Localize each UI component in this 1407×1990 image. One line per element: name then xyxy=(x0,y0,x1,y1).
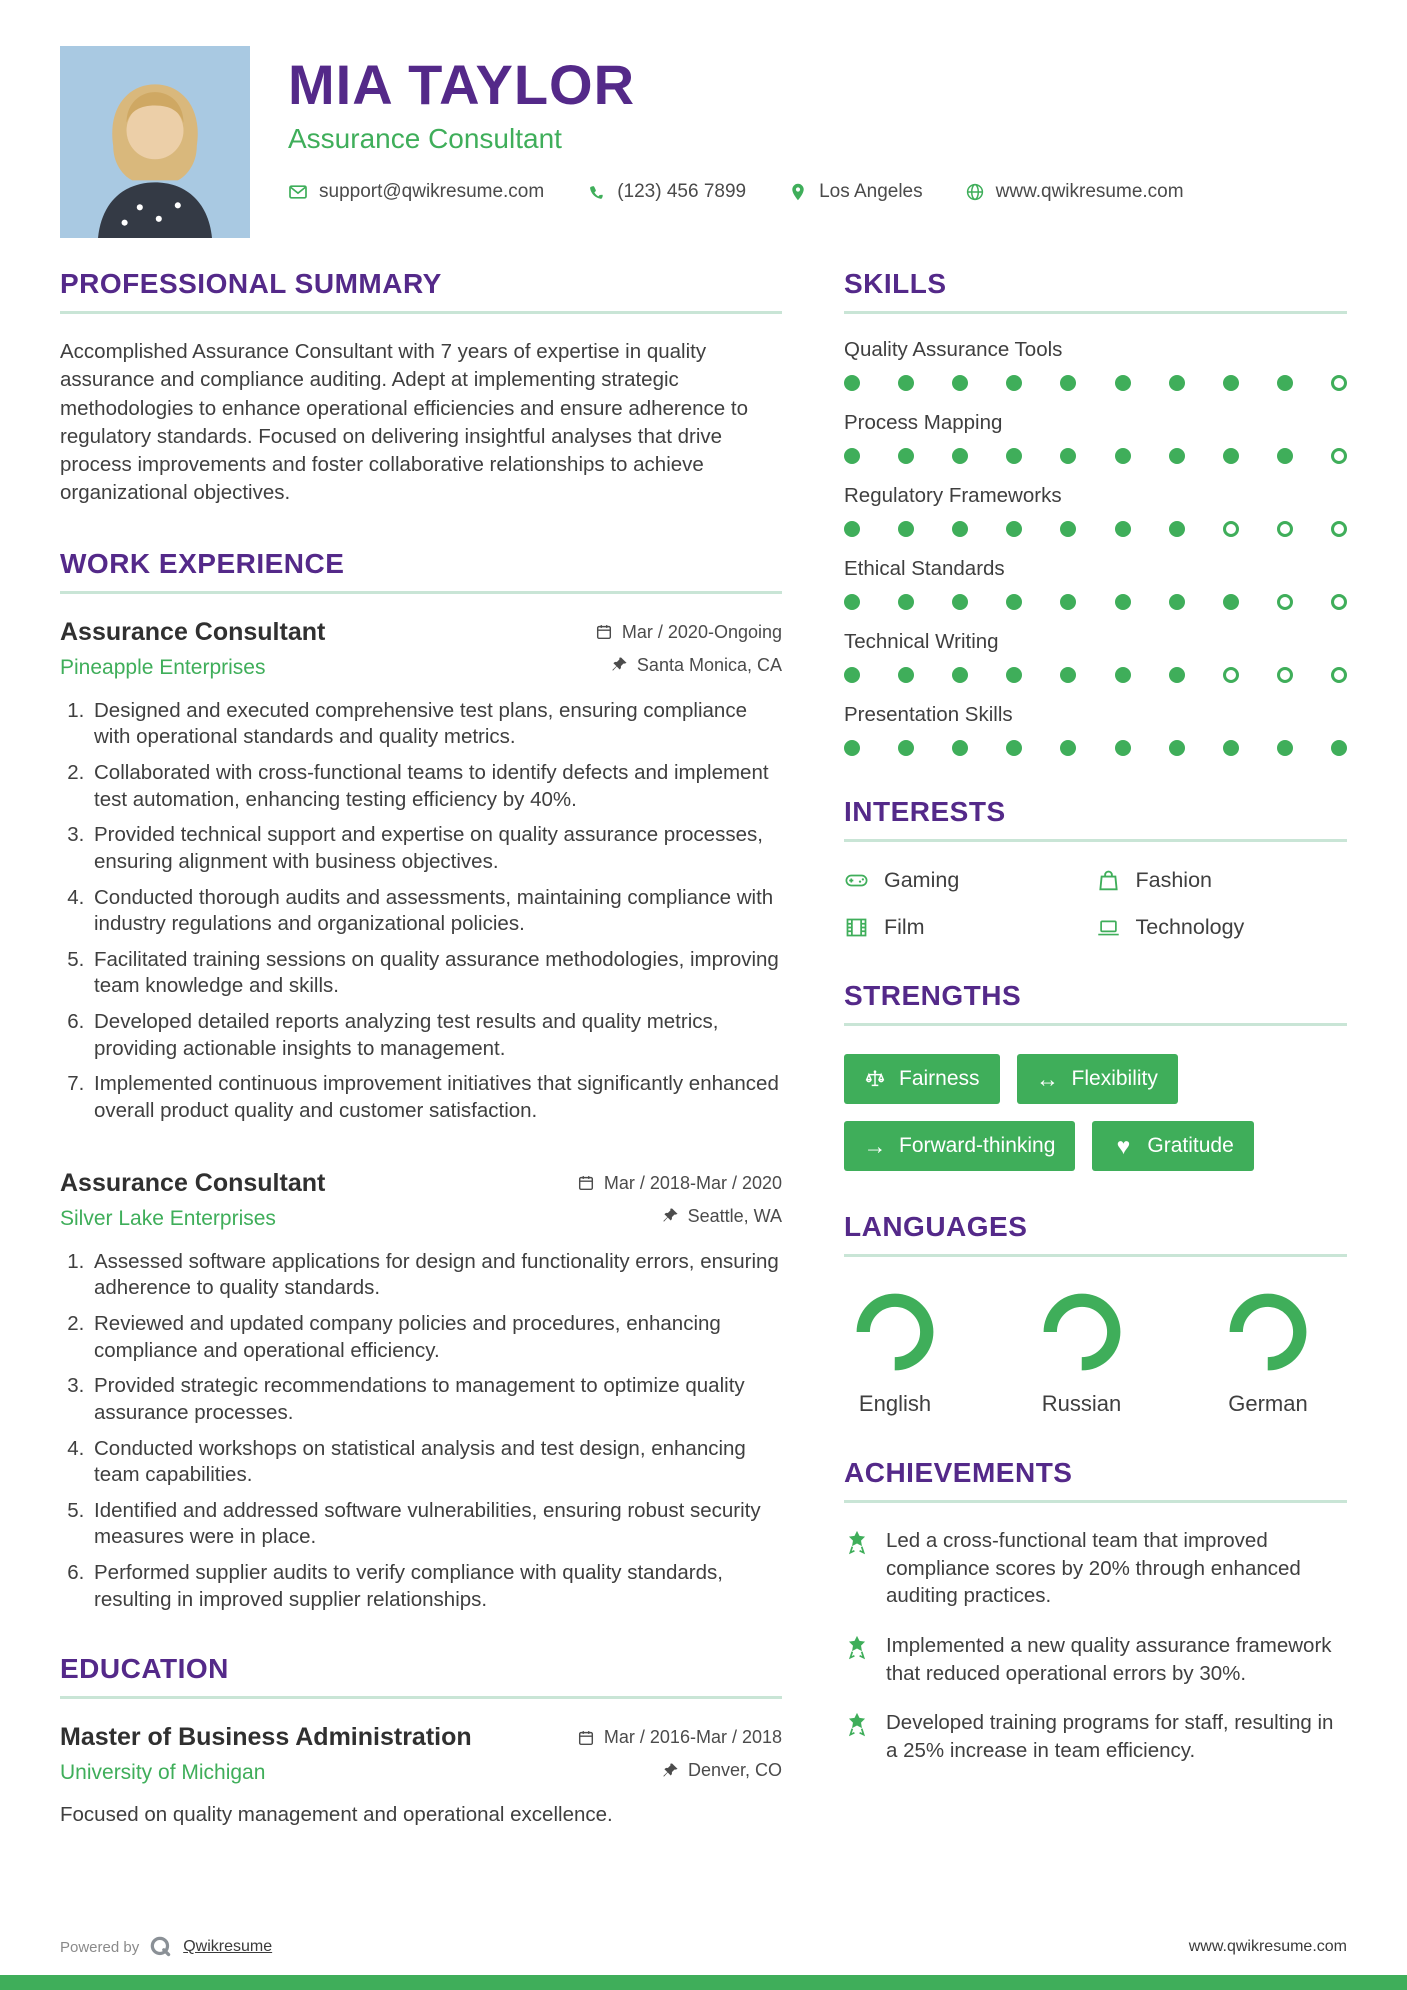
skill-rating xyxy=(844,740,1347,756)
rating-dot-filled xyxy=(844,521,860,537)
rating-dot-filled xyxy=(1169,667,1185,683)
rating-dot-filled xyxy=(952,594,968,610)
job-location-line xyxy=(595,655,782,676)
job-bullet: 5. Facilitated training sessions on quality assurance methodologies, improving team knowledge and skills. xyxy=(90,947,782,1000)
rating-dot-filled xyxy=(898,667,914,683)
rating-dot-filled xyxy=(898,375,914,391)
arrow-right-icon: → xyxy=(863,1132,887,1159)
job-bullet: 4. Conducted workshops on statistical analysis and test design, enhancing team capabilities. xyxy=(90,1436,782,1489)
jobs-list xyxy=(60,618,782,1614)
rating-dot-filled xyxy=(1060,521,1076,537)
phone-icon xyxy=(586,182,606,202)
skill-rating xyxy=(844,521,1347,537)
achievement-item xyxy=(844,1527,1347,1610)
rating-dot-filled xyxy=(1115,448,1131,464)
rating-dot-filled xyxy=(1006,375,1022,391)
job-company: Silver Lake Enterprises xyxy=(60,1206,276,1230)
interest-item xyxy=(844,868,1096,893)
achievement-item xyxy=(844,1632,1347,1687)
job-bullet: 1. Assessed software applications for design and functionality errors, ensuring adherence to quality standards. xyxy=(90,1249,782,1302)
skill-item xyxy=(844,703,1347,756)
strength-badge xyxy=(1092,1121,1253,1171)
rating-dot-filled xyxy=(952,667,968,683)
education-date-line xyxy=(577,1727,782,1748)
rating-dot-filled xyxy=(1115,375,1131,391)
achievement-text: Developed training programs for staff, resulting in a 25% increase in team efficiency. xyxy=(886,1711,1334,1763)
job-location: Santa Monica, CA xyxy=(636,654,782,675)
education-heading: EDUCATION xyxy=(60,1653,782,1699)
rating-dot-filled xyxy=(1115,740,1131,756)
rating-dot-filled xyxy=(898,594,914,610)
header xyxy=(60,46,1347,238)
skills-list xyxy=(844,338,1347,756)
skill-name: Ethical Standards xyxy=(844,557,1005,580)
strength-label: Gratitude xyxy=(1147,1134,1234,1157)
skill-name: Technical Writing xyxy=(844,630,999,653)
calendar-icon xyxy=(595,623,613,641)
job-entry-meta xyxy=(595,618,782,676)
job-date: Mar / 2018-Mar / 2020 xyxy=(603,1172,782,1193)
language-progress-ring xyxy=(1225,1289,1311,1375)
rating-dot-filled xyxy=(1223,740,1239,756)
achievement-text: Implemented a new quality assurance framework that reduced operational errors by 30%. xyxy=(886,1634,1332,1685)
pushpin-icon xyxy=(661,1207,679,1225)
language-label: German xyxy=(1228,1391,1308,1416)
qwikresume-link[interactable]: Qwikresume xyxy=(183,1938,273,1955)
contact-location-text: Los Angeles xyxy=(819,180,923,202)
job-entry-header xyxy=(60,1169,782,1231)
rating-dot-empty xyxy=(1331,375,1347,391)
interests-heading: INTERESTS xyxy=(844,796,1347,842)
pushpin-icon xyxy=(610,656,628,674)
skill-item xyxy=(844,630,1347,683)
rating-dot-empty xyxy=(1331,667,1347,683)
job-bullet: 2. Collaborated with cross-functional teams to identify defects and implement test automation, enhancing testing efficiency by 40%. xyxy=(90,760,782,813)
skill-rating xyxy=(844,594,1347,610)
content-columns xyxy=(60,268,1347,1827)
rating-dot-filled xyxy=(1006,521,1022,537)
calendar-icon xyxy=(577,1174,595,1192)
rating-dot-filled xyxy=(952,521,968,537)
section-achievements xyxy=(844,1457,1347,1765)
achievements-list xyxy=(844,1527,1347,1765)
left-column xyxy=(60,268,782,1827)
contact-website-text: www.qwikresume.com xyxy=(995,180,1184,202)
job-date-line xyxy=(577,1173,782,1194)
header-info xyxy=(288,46,1184,238)
skill-name: Process Mapping xyxy=(844,411,1003,434)
heart-icon: ♥ xyxy=(1116,1132,1131,1159)
calendar-icon xyxy=(577,1729,595,1747)
contact-row xyxy=(288,181,1184,203)
rating-dot-filled xyxy=(1060,375,1076,391)
rating-dot-filled xyxy=(1115,594,1131,610)
achievement-text: Led a cross-functional team that improved compliance scores by 20% through enhanced auditing practices. xyxy=(886,1529,1301,1608)
languages-heading: LANGUAGES xyxy=(844,1211,1347,1257)
contact-website[interactable] xyxy=(965,181,1184,203)
interest-label: Gaming xyxy=(884,868,960,892)
skill-item xyxy=(844,338,1347,391)
rating-dot-filled xyxy=(1169,521,1185,537)
rating-dot-empty xyxy=(1223,521,1239,537)
profile-photo-image xyxy=(60,46,250,238)
skill-name: Presentation Skills xyxy=(844,703,1013,726)
footer-website: www.qwikresume.com xyxy=(1188,1938,1347,1955)
rating-dot-empty xyxy=(1331,521,1347,537)
strength-badge xyxy=(1017,1054,1178,1104)
rating-dot-filled xyxy=(952,448,968,464)
job-bullets xyxy=(60,698,782,1125)
rating-dot-filled xyxy=(844,667,860,683)
rating-dot-filled xyxy=(1115,521,1131,537)
interests-list xyxy=(844,866,1347,940)
job-bullet: 4. Conducted thorough audits and assessments, maintaining compliance with industry regulations and organizational policies. xyxy=(90,885,782,938)
rating-dot-filled xyxy=(1169,375,1185,391)
language-progress-ring xyxy=(1039,1289,1125,1375)
job-date: Mar / 2020-Ongoing xyxy=(621,621,782,642)
section-interests xyxy=(844,796,1347,940)
rating-dot-filled xyxy=(1277,375,1293,391)
language-item xyxy=(852,1289,938,1417)
contact-phone[interactable] xyxy=(586,181,746,203)
job-entry xyxy=(60,1169,782,1614)
double-arrow-icon: ↔ xyxy=(1036,1065,1060,1092)
interest-label: Technology xyxy=(1135,915,1245,939)
footer xyxy=(0,1934,1407,1960)
rating-dot-filled xyxy=(1006,448,1022,464)
award-icon xyxy=(844,1529,870,1555)
education-degree: Master of Business Administration xyxy=(60,1723,472,1752)
strength-badge xyxy=(844,1054,1000,1104)
rating-dot-empty xyxy=(1331,448,1347,464)
education-entry-meta xyxy=(577,1723,782,1781)
rating-dot-filled xyxy=(1277,740,1293,756)
section-languages xyxy=(844,1211,1347,1417)
education-location: Denver, CO xyxy=(687,1760,782,1781)
shopping-bag-icon xyxy=(1096,868,1121,893)
interest-item xyxy=(1096,868,1348,893)
languages-list xyxy=(844,1281,1347,1417)
job-company: Pineapple Enterprises xyxy=(60,655,266,679)
award-icon xyxy=(844,1711,870,1737)
language-progress-ring xyxy=(852,1289,938,1375)
interest-label: Film xyxy=(884,915,925,939)
language-item xyxy=(1225,1289,1311,1417)
contact-phone-text: (123) 456 7899 xyxy=(617,180,747,202)
candidate-title: Assurance Consultant xyxy=(288,122,562,154)
job-bullet: 7. Implemented continuous improvement initiatives that significantly enhanced overall product quality and customer satisfaction. xyxy=(90,1071,782,1124)
rating-dot-filled xyxy=(898,521,914,537)
job-bullets xyxy=(60,1249,782,1614)
globe-icon xyxy=(965,182,985,202)
rating-dot-empty xyxy=(1277,594,1293,610)
rating-dot-filled xyxy=(1060,667,1076,683)
interest-item xyxy=(844,915,1096,940)
rating-dot-filled xyxy=(1277,448,1293,464)
film-icon xyxy=(844,915,869,940)
job-entry-left xyxy=(60,1169,325,1231)
strength-label: Fairness xyxy=(899,1067,980,1090)
achievement-item xyxy=(844,1709,1347,1764)
footer-accent-bar xyxy=(0,1975,1407,1990)
rating-dot-filled xyxy=(1115,667,1131,683)
job-entry-header xyxy=(60,618,782,680)
map-pin-icon xyxy=(788,182,808,202)
language-label: English xyxy=(858,1391,932,1416)
rating-dot-filled xyxy=(1169,448,1185,464)
scales-icon xyxy=(864,1068,886,1090)
right-column xyxy=(844,268,1347,1827)
skills-heading: SKILLS xyxy=(844,268,1347,314)
job-entry xyxy=(60,618,782,1125)
rating-dot-filled xyxy=(1006,740,1022,756)
contact-email[interactable] xyxy=(288,181,544,203)
rating-dot-filled xyxy=(898,740,914,756)
summary-heading: PROFESSIONAL SUMMARY xyxy=(60,268,782,314)
skill-name: Quality Assurance Tools xyxy=(844,338,1063,361)
skill-item xyxy=(844,484,1347,537)
job-bullet: 2. Reviewed and updated company policies and procedures, enhancing compliance and operational efficiency. xyxy=(90,1311,782,1364)
skill-name: Regulatory Frameworks xyxy=(844,484,1062,507)
job-date-line xyxy=(595,622,782,643)
rating-dot-filled xyxy=(1060,594,1076,610)
summary-text: Accomplished Assurance Consultant with 7 years of expertise in quality assurance and compliance auditing. Adept at implementing strategic methodologies to enhance operational efficiencies and ensure adherence to regulatory standards. Focused on delivering insightful analyses that drive process improvements and foster collaborative relationships to achieve organizational objectives. xyxy=(60,340,749,505)
achievements-heading: ACHIEVEMENTS xyxy=(844,1457,1347,1503)
skill-item xyxy=(844,411,1347,464)
rating-dot-filled xyxy=(1331,740,1347,756)
language-label: Russian xyxy=(1041,1391,1122,1416)
education-school: University of Michigan xyxy=(60,1761,266,1785)
interest-item xyxy=(1096,915,1348,940)
skill-item xyxy=(844,557,1347,610)
rating-dot-filled xyxy=(1006,594,1022,610)
qwikresume-logo xyxy=(148,1934,174,1960)
education-entry-left xyxy=(60,1723,472,1785)
pushpin-icon xyxy=(661,1762,679,1780)
powered-by-text: Powered by xyxy=(60,1938,140,1956)
skill-rating xyxy=(844,375,1347,391)
job-entry-left xyxy=(60,618,325,680)
job-entry-title: Assurance Consultant xyxy=(60,1168,326,1197)
contact-location xyxy=(788,181,923,203)
rating-dot-filled xyxy=(1223,448,1239,464)
envelope-icon xyxy=(288,182,308,202)
rating-dot-empty xyxy=(1223,667,1239,683)
rating-dot-empty xyxy=(1277,521,1293,537)
job-bullet: 5. Identified and addressed software vulnerabilities, ensuring robust security measures were in place. xyxy=(90,1498,782,1551)
section-work-experience xyxy=(60,548,782,1614)
section-professional-summary xyxy=(60,268,782,508)
rating-dot-filled xyxy=(1223,375,1239,391)
education-location-line xyxy=(577,1760,782,1781)
job-bullet: 6. Developed detailed reports analyzing test results and quality metrics, providing actionable insights to management. xyxy=(90,1009,782,1062)
language-item xyxy=(1039,1289,1125,1417)
rating-dot-filled xyxy=(1223,594,1239,610)
laptop-icon xyxy=(1096,915,1121,940)
section-education xyxy=(60,1653,782,1827)
rating-dot-filled xyxy=(1006,667,1022,683)
experience-heading: WORK EXPERIENCE xyxy=(60,548,782,594)
job-location-line xyxy=(577,1206,782,1227)
education-entry-header xyxy=(60,1723,782,1785)
award-icon xyxy=(844,1634,870,1660)
rating-dot-filled xyxy=(1060,448,1076,464)
strengths-heading: STRENGTHS xyxy=(844,980,1347,1026)
rating-dot-filled xyxy=(844,594,860,610)
job-location: Seattle, WA xyxy=(687,1205,782,1226)
rating-dot-filled xyxy=(844,375,860,391)
strength-label: Forward-thinking xyxy=(899,1134,1056,1157)
job-bullet: 6. Performed supplier audits to verify compliance with quality standards, resulting in improved supplier relationships. xyxy=(90,1560,782,1613)
education-description: Focused on quality management and operational excellence. xyxy=(60,1803,613,1827)
skill-rating xyxy=(844,667,1347,683)
rating-dot-filled xyxy=(898,448,914,464)
section-skills xyxy=(844,268,1347,756)
rating-dot-filled xyxy=(952,740,968,756)
job-bullet: 1. Designed and executed comprehensive test plans, ensuring compliance with operational standards and quality metrics. xyxy=(90,698,782,751)
interest-label: Fashion xyxy=(1135,868,1212,892)
job-bullet: 3. Provided strategic recommendations to management to optimize quality assurance processes. xyxy=(90,1373,782,1426)
skill-rating xyxy=(844,448,1347,464)
job-entry-title: Assurance Consultant xyxy=(60,617,326,646)
powered-by xyxy=(60,1934,272,1960)
gamepad-icon xyxy=(844,868,869,893)
strengths-list xyxy=(844,1050,1347,1171)
contact-email-text: support@qwikresume.com xyxy=(319,180,545,202)
rating-dot-filled xyxy=(844,448,860,464)
rating-dot-filled xyxy=(1060,740,1076,756)
job-bullet: 3. Provided technical support and expertise on quality assurance processes, ensuring alignment with business objectives. xyxy=(90,822,782,875)
rating-dot-filled xyxy=(1169,740,1185,756)
rating-dot-empty xyxy=(1331,594,1347,610)
rating-dot-empty xyxy=(1277,667,1293,683)
education-date: Mar / 2016-Mar / 2018 xyxy=(603,1727,782,1748)
candidate-name: MIA TAYLOR xyxy=(288,53,636,116)
rating-dot-filled xyxy=(1169,594,1185,610)
profile-photo xyxy=(60,46,250,238)
section-strengths xyxy=(844,980,1347,1171)
strength-label: Flexibility xyxy=(1071,1067,1158,1090)
rating-dot-filled xyxy=(952,375,968,391)
job-entry-meta xyxy=(577,1169,782,1227)
strength-badge xyxy=(844,1121,1075,1171)
rating-dot-filled xyxy=(844,740,860,756)
